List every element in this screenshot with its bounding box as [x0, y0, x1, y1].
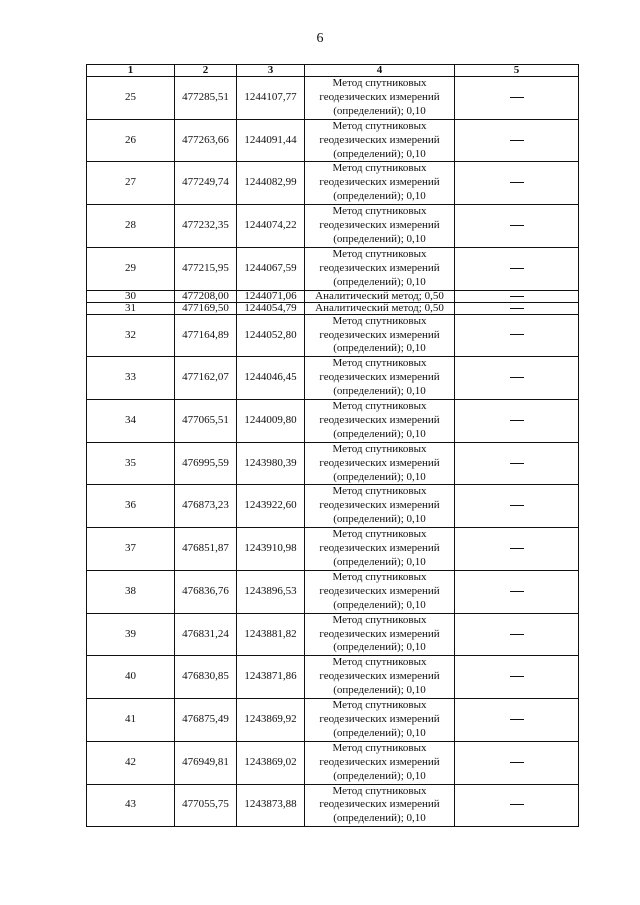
description-cell	[455, 613, 579, 656]
method-line: Метод спутниковых	[332, 570, 427, 583]
dash-mark	[510, 634, 524, 635]
method-cell	[305, 528, 455, 571]
method-cell	[305, 162, 455, 205]
method-line: Метод спутниковых	[332, 699, 427, 712]
x-coordinate: 476830,85	[175, 656, 237, 699]
page-number: 6	[316, 31, 324, 46]
table-row	[87, 314, 579, 357]
method-cell	[305, 570, 455, 613]
dash-mark	[510, 334, 524, 335]
dash-mark	[510, 225, 524, 226]
dash-mark	[510, 420, 524, 421]
dash-mark	[510, 377, 524, 378]
description-cell	[455, 442, 579, 485]
description-cell	[455, 570, 579, 613]
point-number: 32	[87, 314, 175, 357]
method-line: (определений); 0,10	[333, 232, 426, 245]
y-coordinate: 1244054,79	[237, 302, 305, 314]
method-line: Метод спутниковых	[332, 784, 427, 797]
method-line: (определений); 0,10	[333, 684, 426, 697]
method-line: Метод спутниковых	[332, 205, 427, 218]
header-col-1: 1	[87, 65, 175, 77]
y-coordinate: 1243869,02	[237, 741, 305, 784]
header-col-5: 5	[455, 65, 579, 77]
description-cell	[455, 741, 579, 784]
method-line: геодезических измерений	[319, 755, 440, 768]
method-line: (определений); 0,10	[333, 769, 426, 782]
method-cell	[305, 485, 455, 528]
method-cell	[305, 357, 455, 400]
method-cell	[305, 77, 455, 120]
table-row	[87, 247, 579, 290]
dash-mark	[510, 804, 524, 805]
y-coordinate: 1244107,77	[237, 77, 305, 120]
method-line: (определений); 0,10	[333, 726, 426, 739]
method-line: (определений); 0,10	[333, 275, 426, 288]
method-line: Метод спутниковых	[332, 528, 427, 541]
y-coordinate: 1244082,99	[237, 162, 305, 205]
x-coordinate: 477169,50	[175, 302, 237, 314]
method-line: (определений); 0,10	[333, 556, 426, 568]
table-row	[87, 741, 579, 784]
table-row	[87, 400, 579, 443]
x-coordinate: 476875,49	[175, 699, 237, 742]
method-line: (определений); 0,10	[333, 385, 426, 398]
table-row	[87, 290, 579, 302]
description-cell	[455, 205, 579, 248]
method-line: (определений); 0,10	[333, 641, 426, 654]
dash-mark	[510, 548, 524, 549]
table-row	[87, 784, 579, 827]
table-row	[87, 205, 579, 248]
x-coordinate: 477055,75	[175, 784, 237, 827]
method-line: геодезических измерений	[319, 627, 440, 640]
method-cell: Аналитический метод; 0,50	[305, 302, 455, 314]
dash-mark	[510, 308, 524, 309]
point-number: 38	[87, 570, 175, 613]
method-line: геодезических измерений	[319, 584, 440, 597]
point-number: 25	[87, 77, 175, 120]
dash-mark	[510, 97, 524, 98]
method-line: геодезических измерений	[319, 219, 440, 232]
description-cell	[455, 247, 579, 290]
dash-mark	[510, 505, 524, 506]
description-cell	[455, 162, 579, 205]
table-header-row	[87, 65, 579, 77]
description-cell	[455, 784, 579, 827]
dash-mark	[510, 268, 524, 269]
dash-mark	[510, 296, 524, 297]
y-coordinate: 1243980,39	[237, 442, 305, 485]
y-coordinate: 1243910,98	[237, 528, 305, 571]
description-cell	[455, 314, 579, 357]
x-coordinate: 477249,74	[175, 162, 237, 205]
dash-mark	[510, 463, 524, 464]
description-cell	[455, 77, 579, 120]
method-line: геодезических измерений	[319, 413, 440, 426]
description-cell	[455, 699, 579, 742]
y-coordinate: 1244046,45	[237, 357, 305, 400]
method-line: геодезических измерений	[319, 133, 440, 146]
method-line: Метод спутниковых	[332, 400, 427, 413]
table-row	[87, 485, 579, 528]
y-coordinate: 1243881,82	[237, 613, 305, 656]
point-number: 36	[87, 485, 175, 528]
x-coordinate: 476995,59	[175, 442, 237, 485]
description-cell	[455, 400, 579, 443]
point-number: 42	[87, 741, 175, 784]
description-cell	[455, 528, 579, 571]
table-row	[87, 357, 579, 400]
method-cell	[305, 119, 455, 162]
x-coordinate: 477164,89	[175, 314, 237, 357]
method-cell: Аналитический метод; 0,50	[305, 290, 455, 302]
method-cell	[305, 205, 455, 248]
method-cell	[305, 247, 455, 290]
y-coordinate: 1244071,06	[237, 290, 305, 302]
x-coordinate: 477263,66	[175, 119, 237, 162]
point-number: 27	[87, 162, 175, 205]
point-number: 28	[87, 205, 175, 248]
table-row	[87, 119, 579, 162]
table-row	[87, 570, 579, 613]
method-line: геодезических измерений	[319, 670, 440, 683]
y-coordinate: 1243871,86	[237, 656, 305, 699]
point-number: 39	[87, 613, 175, 656]
y-coordinate: 1244067,59	[237, 247, 305, 290]
description-cell	[455, 119, 579, 162]
header-col-4: 4	[305, 65, 455, 77]
method-line: геодезических измерений	[319, 371, 440, 384]
method-line: Метод спутниковых	[332, 162, 427, 175]
method-line: геодезических измерений	[319, 712, 440, 725]
dash-mark	[510, 676, 524, 677]
y-coordinate: 1244091,44	[237, 119, 305, 162]
description-cell	[455, 357, 579, 400]
method-line: (определений); 0,10	[333, 470, 426, 483]
point-number: 34	[87, 400, 175, 443]
method-line: Метод спутниковых	[332, 613, 427, 626]
table-row	[87, 656, 579, 699]
description-cell	[455, 302, 579, 314]
point-number: 26	[87, 119, 175, 162]
point-number: 37	[87, 528, 175, 571]
method-cell	[305, 400, 455, 443]
method-line: геодезических измерений	[319, 328, 440, 341]
method-line: Метод спутниковых	[332, 741, 427, 754]
x-coordinate: 477215,95	[175, 247, 237, 290]
dash-mark	[510, 182, 524, 183]
method-line: (определений); 0,10	[333, 812, 426, 825]
method-cell	[305, 656, 455, 699]
point-number: 29	[87, 247, 175, 290]
method-line: (определений); 0,10	[333, 427, 426, 440]
method-line: (определений); 0,10	[333, 598, 426, 611]
x-coordinate: 477162,07	[175, 357, 237, 400]
description-cell	[455, 485, 579, 528]
table-row	[87, 162, 579, 205]
method-line: Метод спутниковых	[332, 485, 427, 498]
x-coordinate: 477232,35	[175, 205, 237, 248]
point-number: 33	[87, 357, 175, 400]
dash-mark	[510, 140, 524, 141]
method-line: геодезических измерений	[319, 456, 440, 469]
x-coordinate: 476949,81	[175, 741, 237, 784]
header-col-3: 3	[237, 65, 305, 77]
method-cell	[305, 442, 455, 485]
y-coordinate: 1243922,60	[237, 485, 305, 528]
method-line: (определений); 0,10	[333, 190, 426, 203]
method-line: Метод спутниковых	[332, 119, 427, 132]
x-coordinate: 477208,00	[175, 290, 237, 302]
point-number: 31	[87, 302, 175, 314]
method-line: Метод спутниковых	[332, 442, 427, 455]
method-cell	[305, 784, 455, 827]
x-coordinate: 476851,87	[175, 528, 237, 571]
dash-mark	[510, 591, 524, 592]
x-coordinate: 477285,51	[175, 77, 237, 120]
point-number: 41	[87, 699, 175, 742]
point-number: 30	[87, 290, 175, 302]
table-row	[87, 302, 579, 314]
table-row	[87, 528, 579, 571]
coordinates-table	[86, 64, 579, 827]
x-coordinate: 476836,76	[175, 570, 237, 613]
x-coordinate: 476873,23	[175, 485, 237, 528]
method-line: (определений); 0,10	[333, 513, 426, 526]
header-col-2: 2	[175, 65, 237, 77]
x-coordinate: 477065,51	[175, 400, 237, 443]
table-body	[87, 77, 579, 827]
dash-mark	[510, 762, 524, 763]
y-coordinate: 1243869,92	[237, 699, 305, 742]
point-number: 43	[87, 784, 175, 827]
point-number: 40	[87, 656, 175, 699]
point-number: 35	[87, 442, 175, 485]
description-cell	[455, 290, 579, 302]
method-line: (определений); 0,10	[333, 104, 426, 117]
method-cell	[305, 699, 455, 742]
method-line: геодезических измерений	[319, 261, 440, 274]
method-line: геодезических измерений	[319, 499, 440, 512]
y-coordinate: 1244074,22	[237, 205, 305, 248]
method-line: геодезических измерений	[319, 90, 440, 103]
method-line: геодезических измерений	[319, 542, 440, 555]
description-cell	[455, 656, 579, 699]
method-line: Метод спутниковых	[332, 77, 427, 89]
y-coordinate: 1243873,88	[237, 784, 305, 827]
table-row	[87, 699, 579, 742]
method-cell	[305, 314, 455, 357]
method-line: Метод спутниковых	[332, 357, 427, 370]
method-cell	[305, 741, 455, 784]
table-row	[87, 77, 579, 120]
method-line: (определений); 0,10	[333, 342, 426, 355]
method-line: Метод спутниковых	[332, 656, 427, 669]
method-line: Метод спутниковых	[332, 247, 427, 260]
method-line: геодезических измерений	[319, 176, 440, 189]
y-coordinate: 1243896,53	[237, 570, 305, 613]
method-line: (определений); 0,10	[333, 147, 426, 160]
y-coordinate: 1244052,80	[237, 314, 305, 357]
x-coordinate: 476831,24	[175, 613, 237, 656]
dash-mark	[510, 719, 524, 720]
table-row	[87, 613, 579, 656]
y-coordinate: 1244009,80	[237, 400, 305, 443]
method-line: Метод спутниковых	[332, 314, 427, 327]
table-row	[87, 442, 579, 485]
method-line: геодезических измерений	[319, 798, 440, 811]
method-cell	[305, 613, 455, 656]
